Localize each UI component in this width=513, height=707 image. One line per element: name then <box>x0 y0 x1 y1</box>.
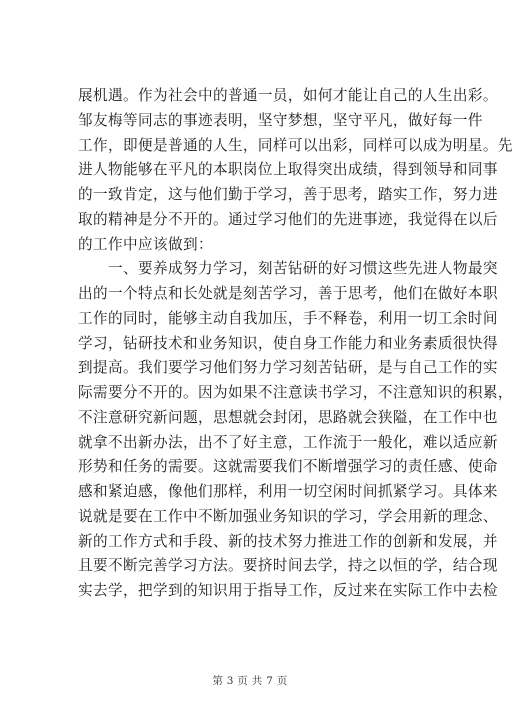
text-line: 进人物能够在平凡的本职岗位上取得突出成绩，得到领导和同事 <box>78 161 498 179</box>
text-line: 新的工作方式和手段、新的技术努力推进工作的创新和发展，并 <box>78 532 498 550</box>
text-line: 邹友梅等同志的事迹表明，坚守梦想，坚守平凡，做好每一件 <box>78 111 483 129</box>
text-line: 学习，钻研技术和业务知识，使自身工作能力和业务素质很快得 <box>78 334 498 352</box>
text-line: 展机遇。作为社会中的普通一员，如何才能让自己的人生出彩。 <box>78 87 498 104</box>
body-text <box>78 84 513 604</box>
text-line: 工作的同时，能够主动自我加压，手不释卷，利用一切工余时间 <box>78 309 498 327</box>
text-line: 感和紧迫感，像他们那样，利用一切空闲时间抓紧学习。具体来 <box>78 483 498 500</box>
text-line: 取的精神是分不开的。通过学习他们的先进事迹，我觉得在以后 <box>78 210 498 228</box>
text-line: 就拿不出新办法，出不了好主意，工作流于一般化，难以适应新 <box>78 433 498 451</box>
text-line: 工作，即便是普通的人生，同样可以出彩，同样可以成为明星。先 <box>78 136 513 154</box>
text-line: 出的一个特点和长处就是刻苦学习，善于思考，他们在做好本职 <box>78 285 498 302</box>
text-line: 的一致肯定，这与他们勤于学习，善于思考，踏实工作，努力进 <box>78 186 498 203</box>
text-line: 说就是要在工作中不断加强业务知识的学习，学会用新的理念、 <box>78 507 498 525</box>
text-line: 形势和任务的需要。这就需要我们不断增强学习的责任感、使命 <box>78 458 498 476</box>
text-line: 的工作中应该做到： <box>78 235 213 253</box>
text-line: 到提高。我们要学习他们努力学习刻苦钻研，是与自己工作的实 <box>78 359 498 377</box>
page-number-footer: 第 3 页 共 7 页 <box>212 675 288 687</box>
text-line: 际需要分不开的。因为如果不注意读书学习，不注意知识的积累， <box>78 384 513 401</box>
text-line: 且要不断完善学习方法。要挤时间去学，持之以恒的学，结合现 <box>78 557 498 575</box>
text-line: 不注意研究新问题，思想就会封闭，思路就会狭隘，在工作中也 <box>78 408 498 426</box>
text-line: 一、要养成努力学习，刻苦钻研的好习惯这些先进人物最突 <box>78 260 498 278</box>
text-line: 实去学，把学到的知识用于指导工作，反过来在实际工作中去检 <box>78 582 498 599</box>
